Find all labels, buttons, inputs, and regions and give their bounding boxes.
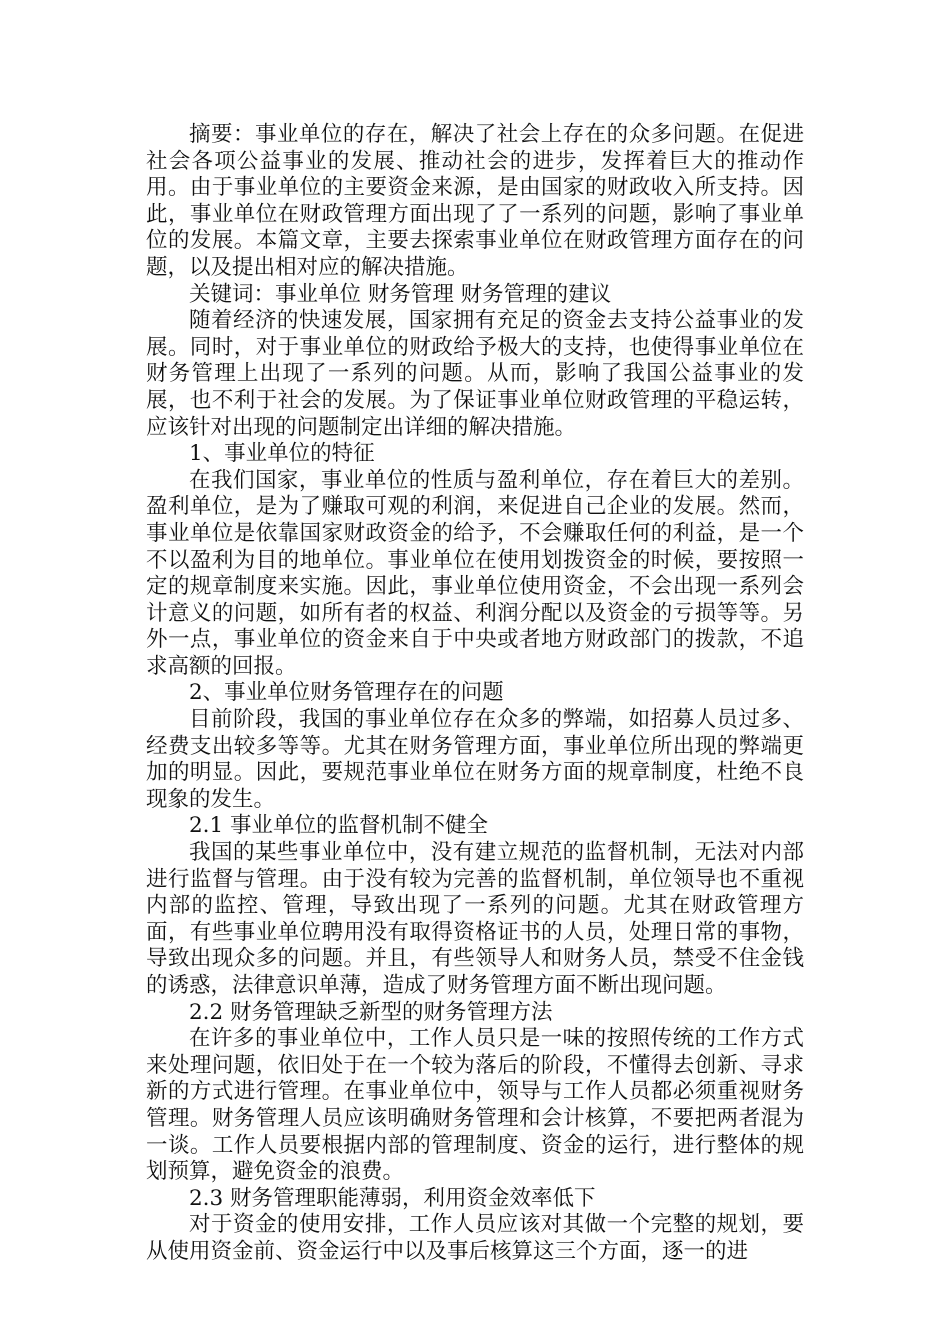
section-heading-1: 1、事业单位的特征 bbox=[189, 441, 375, 467]
section-heading-2: 2、事业单位财务管理存在的问题 bbox=[189, 680, 504, 706]
keywords-line: 关键词：事业单位 财务管理 财务管理的建议 bbox=[189, 281, 612, 307]
section-1-paragraph: 在我们国家，事业单位的性质与盈利单位，存在着巨大的差别。盈利单位，是为了赚取可观的利润，来促进自己企业的发展。然而，事业单位是依靠国家财政资金的给予，不会赚取任何的利益，是一个不以盈利为目的地单位。事业单位在使用划拨资金的时候，要按照一定的规章制度来实施。因此，事业单位使用资金，不会出现一系列会计意义的问题，如所有者的权益、利润分配以及资金的亏损等等。另外一点，事业单位的资金来自于中央或者地方财政部门的拨款，不追求高额的回报。 bbox=[146, 467, 804, 679]
section-heading-2-3: 2.3 财务管理职能薄弱，利用资金效率低下 bbox=[189, 1185, 596, 1211]
section-2-paragraph: 目前阶段，我国的事业单位存在众多的弊端，如招募人员过多、经费支出较多等等。尤其在财务管理方面，事业单位所出现的弊端更加的明显。因此，要规范事业单位在财务方面的规章制度，杜绝不良现象的发生。 bbox=[146, 707, 804, 812]
section-2-3-paragraph: 对于资金的使用安排，工作人员应该对其做一个完整的规划，要从使用资金前、资金运行中以及事后核算这三个方面，逐一的进 bbox=[146, 1212, 804, 1264]
section-heading-2-2: 2.2 财务管理缺乏新型的财务管理方法 bbox=[189, 999, 553, 1025]
document-body bbox=[146, 122, 804, 1266]
section-2-1-paragraph: 我国的某些事业单位中，没有建立规范的监督机制，无法对内部进行监督与管理。由于没有较为完善的监督机制，单位领导也不重视内部的监控、管理，导致出现了一系列的问题。尤其在财政管理方面，有些事业单位聘用没有取得资格证书的人员，处理日常的事物，导致出现众多的问题。并且，有些领导人和财务人员，禁受不住金钱的诱惑，法律意识单薄，造成了财务管理方面不断出现问题。 bbox=[146, 840, 804, 998]
abstract-paragraph: 摘要：事业单位的存在，解决了社会上存在的众多问题。在促进社会各项公益事业的发展、推动社会的进步，发挥着巨大的推动作用。由于事业单位的主要资金来源，是由国家的财政收入所支持。因此，事业单位在财政管理方面出现了了一系列的问题，影响了事业单位的发展。本篇文章，主要去探索事业单位在财政管理方面存在的问题，以及提出相对应的解决措施。 bbox=[146, 122, 804, 280]
intro-paragraph: 随着经济的快速发展，国家拥有充足的资金去支持公益事业的发展。同时，对于事业单位的财政给予极大的支持，也使得事业单位在财务管理上出现了一系列的问题。从而，影响了我国公益事业的发展，也不利于社会的发展。为了保证事业单位财政管理的平稳运转，应该针对出现的问题制定出详细的解决措施。 bbox=[146, 308, 804, 440]
section-heading-2-1: 2.1 事业单位的监督机制不健全 bbox=[189, 813, 489, 839]
section-2-2-paragraph: 在许多的事业单位中，工作人员只是一味的按照传统的工作方式来处理问题，依旧处于在一个较为落后的阶段，不懂得去创新、寻求新的方式进行管理。在事业单位中，领导与工作人员都必须重视财务管理。财务管理人员应该明确财务管理和会计核算，不要把两者混为一谈。工作人员要根据内部的管理制度、资金的运行，进行整体的规划预算，避免资金的浪费。 bbox=[146, 1026, 804, 1185]
